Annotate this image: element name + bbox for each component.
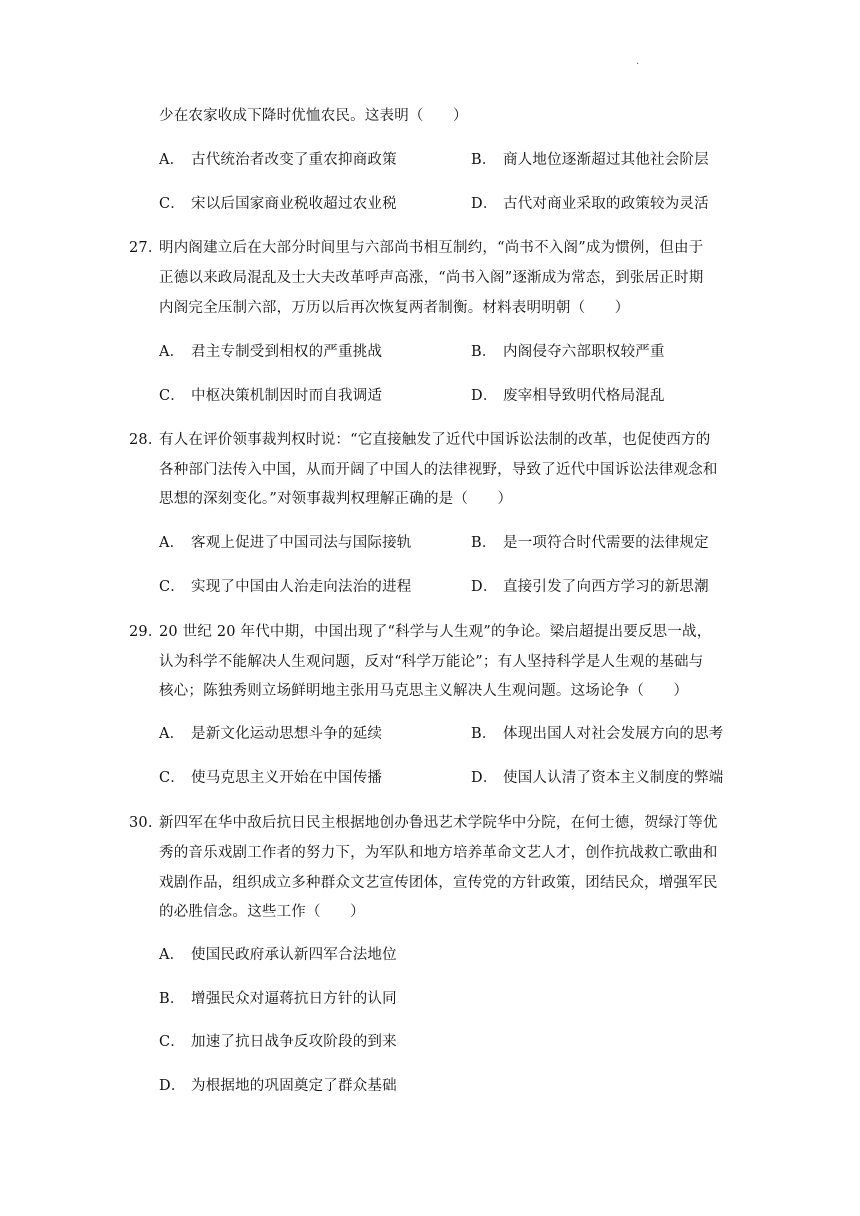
q30-stem-line-2: 秀的音乐戏剧工作者的努力下，为军队和地方培养革命文艺人才，创作抗战救亡歌曲和 — [159, 845, 718, 861]
q29-stem-line-2: 认为科学不能解决人生观问题，反对“科学万能论”；有人坚持科学是人生观的基础与 — [159, 654, 704, 670]
q27-stem-line-2: 正德以来政局混乱及士大夫改革呼声高涨，“尚书入阁”逐渐成为常态，到张居正时期 — [159, 270, 704, 286]
option-letter: B． — [471, 344, 497, 360]
q29-option-d[interactable] — [471, 766, 724, 787]
q29-option-a[interactable] — [159, 722, 382, 743]
header-mark: . — [636, 56, 640, 67]
option-letter: A． — [159, 152, 185, 168]
option-text: 宋以后国家商业税收超过农业税 — [191, 196, 397, 212]
q27-option-d[interactable] — [471, 384, 665, 405]
option-letter: B． — [159, 991, 185, 1007]
option-letter: A． — [159, 947, 185, 963]
q30-option-a[interactable] — [159, 943, 397, 964]
q27-option-b[interactable] — [471, 340, 665, 361]
question-number: 30. — [129, 815, 153, 831]
q27-stem-line-3: 内阁完全压制六部，万历以后再次恢复两者制衡。材料表明明朝（ ） — [159, 300, 630, 316]
option-letter: D． — [471, 196, 498, 212]
q28-option-b[interactable] — [471, 531, 709, 552]
question-number: 27． — [129, 240, 163, 256]
q28-option-c[interactable] — [159, 575, 412, 596]
q27-stem-line-1 — [129, 236, 703, 257]
q28-stem-line-3: 思想的深刻变化。”对领事裁判权理解正确的是（ ） — [159, 491, 513, 507]
stem-text: 新四军在华中敌后抗日民主根据地创办鲁迅艺术学院华中分院，在何士德，贺绿汀等优 — [159, 815, 718, 831]
stem-text: 20 世纪 20 年代中期，中国出现了“科学与人生观”的争论。梁启超提出要反思一战， — [159, 624, 712, 640]
q26-option-a[interactable] — [159, 148, 397, 169]
option-text: 古代对商业采取的政策较为灵活 — [503, 196, 709, 212]
q30-stem-line-1 — [129, 811, 718, 832]
q30-option-b[interactable] — [159, 987, 397, 1008]
q28-stem-line-1 — [129, 428, 711, 449]
q28-option-d[interactable] — [471, 575, 709, 596]
option-letter: A． — [159, 344, 185, 360]
option-letter: D． — [471, 579, 498, 595]
q29-option-b[interactable] — [471, 722, 724, 743]
option-text: 是一项符合时代需要的法律规定 — [503, 535, 709, 551]
q30-option-d[interactable] — [159, 1074, 397, 1095]
option-letter: C． — [159, 388, 185, 404]
option-letter: B． — [471, 535, 497, 551]
option-text: 使马克思主义开始在中国传播 — [191, 770, 383, 786]
q29-stem-line-3: 核心；陈独秀则立场鲜明地主张用马克思主义解决人生观问题。这场论争（ ） — [159, 683, 689, 699]
option-letter: B． — [471, 726, 497, 742]
option-text: 是新文化运动思想斗争的延续 — [191, 726, 383, 742]
stem-text: 明内阁建立后在大部分时间里与六部尚书相互制约，“尚书不入阁”成为惯例，但由于 — [159, 240, 704, 256]
question-number: 28． — [129, 432, 163, 448]
option-text: 废宰相导致明代格局混乱 — [503, 388, 665, 404]
option-text: 直接引发了向西方学习的新思潮 — [503, 579, 709, 595]
q28-stem-line-2: 各种部门法传入中国，从而开阔了中国人的法律视野，导致了近代中国诉讼法律观念和 — [159, 462, 718, 478]
option-text: 内阁侵夺六部职权较严重 — [503, 344, 665, 360]
option-text: 使国人认清了资本主义制度的弊端 — [503, 770, 724, 786]
option-letter: C． — [159, 196, 185, 212]
option-letter: C． — [159, 579, 185, 595]
q28-option-a[interactable] — [159, 531, 412, 552]
q26-option-c[interactable] — [159, 192, 397, 213]
option-letter: A． — [159, 535, 185, 551]
q30-option-c[interactable] — [159, 1030, 397, 1051]
option-text: 客观上促进了中国司法与国际接轨 — [191, 535, 412, 551]
question-number: 29． — [129, 624, 163, 640]
option-letter: D． — [471, 770, 498, 786]
option-text: 古代统治者改变了重农抑商政策 — [191, 152, 397, 168]
option-letter: B． — [471, 152, 497, 168]
option-text: 君主专制受到相权的严重挑战 — [191, 344, 383, 360]
q29-stem-line-1 — [129, 620, 711, 641]
option-text: 加速了抗日战争反攻阶段的到来 — [191, 1034, 397, 1050]
q27-option-c[interactable] — [159, 384, 382, 405]
q26-stem-tail: 少在农家收成下降时优恤农民。这表明（ ） — [159, 108, 468, 124]
q30-stem-line-4: 的必胜信念。这些工作（ ） — [159, 904, 365, 920]
option-letter: D． — [159, 1078, 186, 1094]
option-text: 实现了中国由人治走向法治的进程 — [191, 579, 412, 595]
option-text: 使国民政府承认新四军合法地位 — [191, 947, 397, 963]
stem-text: 有人在评价领事裁判权时说：“它直接触发了近代中国诉讼法制的改革，也促使西方的 — [159, 432, 711, 448]
q27-option-a[interactable] — [159, 340, 382, 361]
option-text: 为根据地的巩固奠定了群众基础 — [191, 1078, 397, 1094]
option-text: 增强民众对逼蒋抗日方针的认同 — [191, 991, 397, 1007]
q29-option-c[interactable] — [159, 766, 382, 787]
option-letter: C． — [159, 770, 185, 786]
option-text: 商人地位逐渐超过其他社会阶层 — [503, 152, 709, 168]
q26-option-b[interactable] — [471, 148, 709, 169]
option-text: 中枢决策机制因时而自我调适 — [191, 388, 383, 404]
q26-option-d[interactable] — [471, 192, 709, 213]
option-text: 体现出国人对社会发展方向的思考 — [503, 726, 724, 742]
option-letter: D． — [471, 388, 498, 404]
option-letter: A． — [159, 726, 185, 742]
q30-stem-line-3: 戏剧作品，组织成立多种群众文艺宣传团体，宣传党的方针政策，团结民众，增强军民 — [159, 875, 718, 891]
option-letter: C． — [159, 1034, 185, 1050]
